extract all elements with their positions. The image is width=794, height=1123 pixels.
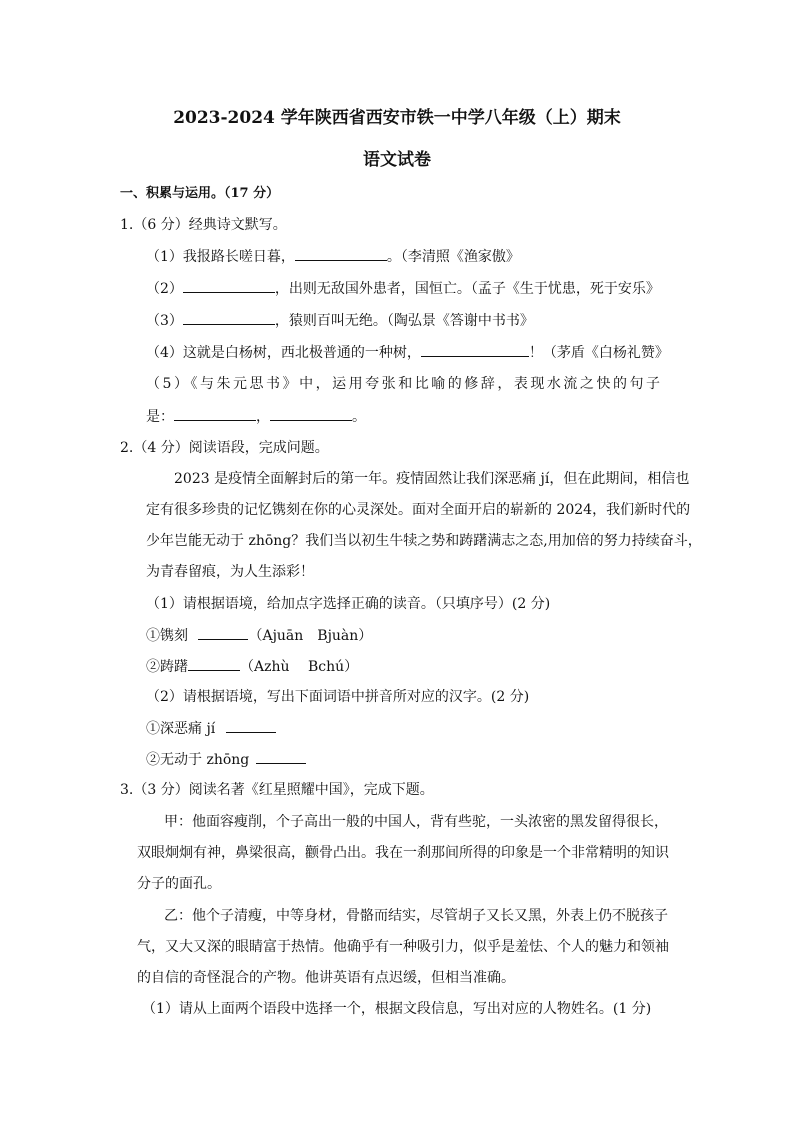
q3-passage-b-line3: 的自信的奇怪混合的产物。他讲英语有点迟缓，但相当准确。 <box>137 970 515 986</box>
q2-sub1-a-blank[interactable] <box>198 625 248 640</box>
q1-part5-post: 。 <box>352 409 366 425</box>
q1-part1-post: 。（李清照《渔家傲》 <box>386 249 520 265</box>
q2-sub1-item-b <box>146 656 358 677</box>
q1-stem: 1.（6 分）经典诗文默写。 <box>120 217 287 233</box>
q1-part3-blank[interactable] <box>183 310 275 325</box>
q2-sub1-b-word: ②踌躇 <box>146 659 188 675</box>
q2-passage-line3: 少年岂能无动于 zhōng？我们当以初生牛犊之势和踌躇满志之态,用加倍的努力持续奋斗， <box>146 533 702 549</box>
q2-sub2-item-a <box>146 718 276 739</box>
q2-sub1-a-word: ①镌刻 <box>146 628 188 644</box>
q1-part2-pre: （2） <box>146 281 183 297</box>
q3-passage-a-line3: 分子的面孔。 <box>137 876 221 892</box>
q1-part5-blank-a[interactable] <box>174 406 256 421</box>
q1-part4-pre: （4）这就是白杨树，西北极普通的一种树， <box>146 345 421 361</box>
q1-part3-post: ，猿则百叫无绝。（陶弘景《答谢中书书》 <box>274 313 534 329</box>
q1-part2-blank[interactable] <box>183 278 275 293</box>
q3-stem: 3.（3 分）阅读名著《红星照耀中国》，完成下题。 <box>120 782 434 798</box>
q2-sub1-prompt: （1）请根据语境，给加点字选择正确的读音。（只填序号）(2 分) <box>146 596 551 612</box>
q1-part4-post: ！（茅盾《白杨礼赞》 <box>528 345 669 361</box>
q2-passage-line1: 2023 是疫情全面解封后的第一年。疫情固然让我们深恶痛 jí，但在此期间，相信也 <box>174 471 690 487</box>
q1-part5-pre: 是： <box>146 409 174 425</box>
q1-part1-pre: （1）我报路长嗟日暮， <box>146 249 295 265</box>
q2-passage-line4: 为青春留痕，为人生添彩！ <box>146 564 314 580</box>
q1-part4-blank[interactable] <box>421 342 529 357</box>
exam-title-line2: 语文试卷 <box>363 150 431 170</box>
q2-sub2-b-blank[interactable] <box>256 749 306 764</box>
q1-part2-post: ，出则无敌国外患者，国恒亡。（孟子《生于忧患，死于安乐》 <box>274 281 660 297</box>
q2-sub1-b-blank[interactable] <box>188 656 240 671</box>
q1-part5-line2 <box>146 406 366 427</box>
q1-part1-blank[interactable] <box>295 246 387 261</box>
q2-sub1-b-options: （Azhù Bchú） <box>240 659 359 675</box>
q2-sub2-a-word: ①深恶痛 jí <box>146 721 216 737</box>
q2-sub2-b-word: ②无动于 zhōng <box>146 752 250 768</box>
q1-part5-mid: ， <box>256 409 270 425</box>
q3-sub1-prompt: （1）请从上面两个语段中选择一个，根据文段信息，写出对应的人物姓名。(1 分) <box>142 1001 652 1017</box>
q1-part5-blank-b[interactable] <box>270 406 352 421</box>
q1-part1 <box>146 246 520 267</box>
q3-passage-b-line1: 乙：他个子清瘦，中等身材，骨骼而结实，尽管胡子又长又黑，外表上仍不脱孩子 <box>164 908 668 924</box>
section-1-heading: 一、积累与运用。（17 分） <box>120 186 280 201</box>
q3-passage-b-line2: 气，又大又深的眼睛富于热情。他确乎有一种吸引力，似乎是羞怯、个人的魅力和领袖 <box>137 939 669 955</box>
q1-part2 <box>146 278 660 299</box>
q2-sub2-a-blank[interactable] <box>226 718 276 733</box>
q3-passage-a-line2: 双眼炯炯有神，鼻梁很高，颧骨凸出。我在一刹那间所得的印象是一个非常精明的知识 <box>137 845 669 861</box>
exam-title-line1: 2023-2024 学年陕西省西安市铁一中学八年级（上）期末 <box>173 108 621 128</box>
q1-part3 <box>146 310 534 331</box>
q2-sub2-prompt: （2）请根据语境，写出下面词语中拼音所对应的汉字。(2 分) <box>146 689 530 705</box>
q1-part4 <box>146 342 669 363</box>
q3-passage-a-line1: 甲：他面容瘦削，个子高出一般的中国人，背有些驼，一头浓密的黑发留得很长， <box>164 814 668 830</box>
q1-part3-pre: （3） <box>146 313 183 329</box>
q2-sub1-a-options: （Ajuān Bjuàn） <box>248 628 373 644</box>
q2-sub2-item-b <box>146 749 306 770</box>
q2-stem: 2.（4 分）阅读语段，完成问题。 <box>120 440 329 456</box>
q2-passage-line2: 定有很多珍贵的记忆镌刻在你的心灵深处。面对全面开启的崭新的 2024，我们新时代的 <box>146 502 691 518</box>
q1-part5-line1: （5）《与朱元思书》中，运用夸张和比喻的修辞，表现水流之快的句子 <box>146 376 660 392</box>
q2-sub1-item-a <box>146 625 372 646</box>
